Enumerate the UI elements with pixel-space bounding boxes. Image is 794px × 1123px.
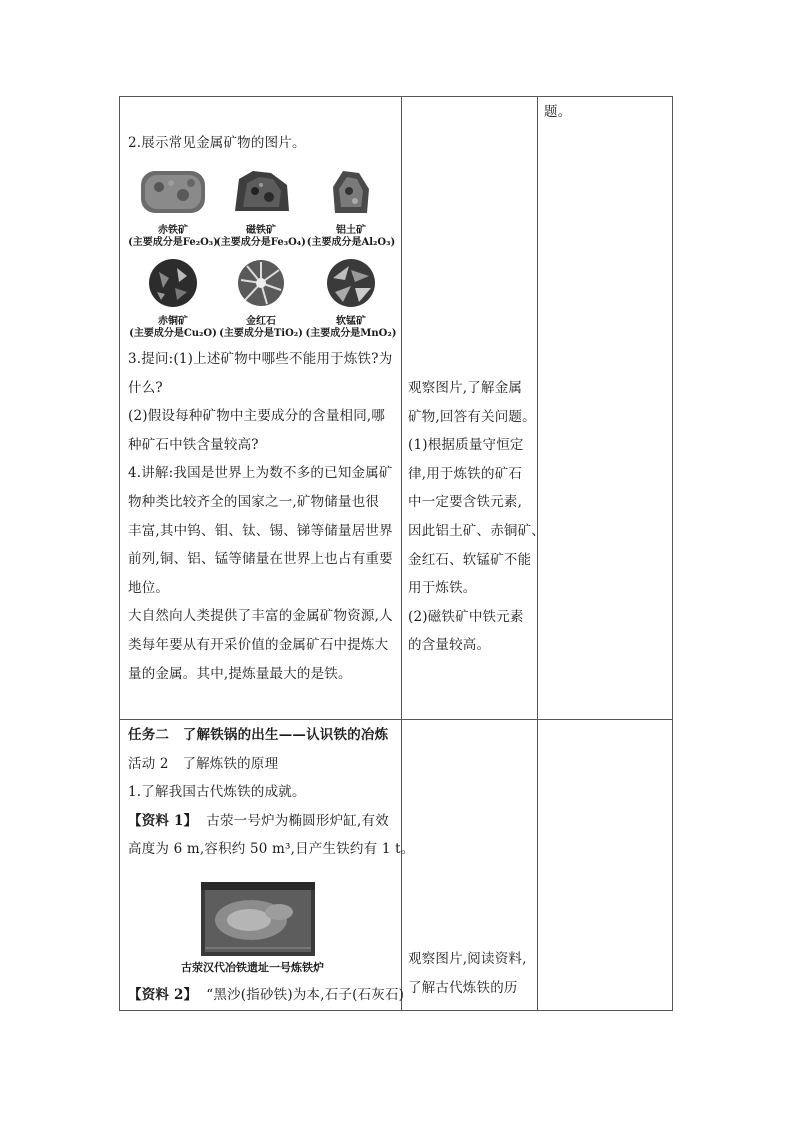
mineral-cuprite bbox=[127, 258, 219, 340]
cuprite-image bbox=[147, 258, 199, 308]
text-line: (2)磁铁矿中铁元素 bbox=[408, 608, 524, 625]
text-line: 了解古代炼铁的历 bbox=[408, 979, 518, 996]
material-1-text: 古荥一号炉为椭圆形炉缸,有效 bbox=[206, 812, 389, 829]
text-line: 种矿石中铁含量较高? bbox=[128, 436, 259, 453]
photo-caption: 古荥汉代冶铁遗址一号炼铁炉 bbox=[181, 961, 324, 974]
mineral-name: 金红石 bbox=[246, 316, 276, 327]
bauxite-image bbox=[325, 167, 377, 217]
text-line: 用于炼铁。 bbox=[408, 580, 477, 597]
magnetite-image bbox=[229, 167, 293, 217]
rutile-image bbox=[235, 258, 287, 308]
table-border-right bbox=[672, 96, 673, 1011]
mineral-magnetite bbox=[215, 167, 307, 249]
text-line: 金红石、软锰矿不能 bbox=[408, 551, 532, 568]
activity-title: 活动 2 了解炼铁的原理 bbox=[128, 755, 279, 772]
teacher-activity-cell-1 bbox=[128, 129, 306, 158]
text-line: 律,用于炼铁的矿石 bbox=[408, 465, 523, 482]
text-line: 3.提问:(1)上述矿物中哪些不能用于炼铁?为 bbox=[128, 351, 393, 367]
text-line: (1)根据质量守恒定 bbox=[408, 437, 524, 454]
teacher-activity-cell-2 bbox=[128, 721, 414, 864]
text-line: 地位。 bbox=[128, 579, 170, 596]
text-line: 1.了解我国古代炼铁的成就。 bbox=[128, 784, 306, 801]
mineral-hematite bbox=[127, 167, 219, 249]
mineral-formula: (主要成分是MnO₂) bbox=[305, 328, 397, 339]
material-2-label: 【资料 2】 bbox=[128, 987, 198, 1003]
text-line: 观察图片,阅读资料, bbox=[408, 951, 527, 967]
material-1-line-1 bbox=[128, 807, 414, 836]
text-line: 大自然向人类提供了丰富的金属矿物资源,人 bbox=[128, 608, 393, 625]
mineral-formula: (主要成分是Al₂O₃) bbox=[306, 237, 396, 248]
text-line: (2)假设每种矿物中主要成分的含量相同,哪 bbox=[128, 408, 386, 425]
mineral-formula: (主要成分是TiO₂) bbox=[219, 328, 303, 339]
material-1-label: 【资料 1】 bbox=[128, 812, 198, 829]
mineral-bauxite bbox=[305, 167, 397, 249]
student-activity-cell-2 bbox=[408, 945, 527, 1002]
material-2-line-1 bbox=[128, 981, 404, 1010]
student-activity-cell-1 bbox=[408, 374, 545, 660]
material-2-text: “黑沙(指砂铁)为本,石子(石灰石) bbox=[206, 987, 405, 1003]
item-2-text: 2.展示常见金属矿物的图片。 bbox=[128, 135, 306, 151]
text-line: 4.讲解:我国是世界上为数不多的已知金属矿 bbox=[128, 465, 393, 482]
text-line: 因此铝土矿、赤铜矿、 bbox=[408, 522, 545, 539]
text-line: 观察图片,了解金属 bbox=[408, 380, 523, 396]
text-line: 前列,铜、铝、锰等储量在世界上也占有重要 bbox=[128, 551, 393, 568]
column-divider-1 bbox=[401, 96, 402, 1011]
mineral-formula: (主要成分是Cu₂O) bbox=[129, 328, 217, 339]
text-line: 类每年要从有开采价值的金属矿石中提炼大 bbox=[128, 636, 389, 653]
text-line: 什么? bbox=[128, 379, 163, 396]
text-line: 丰富,其中钨、钼、钛、锡、锑等储量居世界 bbox=[128, 522, 393, 539]
table-border-top bbox=[119, 96, 673, 97]
text-line: 的含量较高。 bbox=[408, 637, 491, 654]
mineral-name: 磁铁矿 bbox=[246, 225, 276, 236]
mineral-name: 赤铁矿 bbox=[158, 225, 188, 236]
pyrolusite-image bbox=[325, 258, 377, 308]
text-line: 量的金属。其中,提炼量最大的是铁。 bbox=[128, 665, 352, 682]
mineral-name: 软锰矿 bbox=[336, 316, 366, 327]
text-line: 矿物,回答有关问题。 bbox=[408, 408, 536, 425]
design-intent-cell-1 bbox=[544, 98, 571, 127]
hematite-image bbox=[139, 167, 207, 217]
row-divider bbox=[119, 719, 673, 720]
teacher-questions bbox=[128, 345, 393, 688]
table-border-left bbox=[119, 96, 120, 1011]
mineral-pyrolusite bbox=[305, 258, 397, 340]
text-line: 物种类比较齐全的国家之一,矿物储量也很 bbox=[128, 493, 380, 510]
mineral-name: 赤铜矿 bbox=[158, 316, 188, 327]
lesson-plan-table bbox=[119, 96, 673, 1011]
mineral-formula: (主要成分是Fe₂O₃) bbox=[128, 237, 218, 248]
text-line: 题。 bbox=[544, 104, 572, 120]
mineral-name: 铝土矿 bbox=[336, 225, 366, 236]
text-line: 中一定要含铁元素, bbox=[408, 494, 523, 511]
mineral-formula: (主要成分是Fe₃O₄) bbox=[216, 237, 306, 248]
material-2 bbox=[128, 981, 404, 1010]
mineral-rutile bbox=[215, 258, 307, 340]
ancient-furnace-photo bbox=[201, 882, 315, 956]
material-1-line-2: 高度为 6 m,容积约 50 m³,日产生铁约有 1 t。 bbox=[128, 841, 415, 858]
task-title: 任务二 了解铁锅的出生——认识铁的冶炼 bbox=[128, 727, 389, 743]
table-border-bottom bbox=[119, 1010, 673, 1011]
